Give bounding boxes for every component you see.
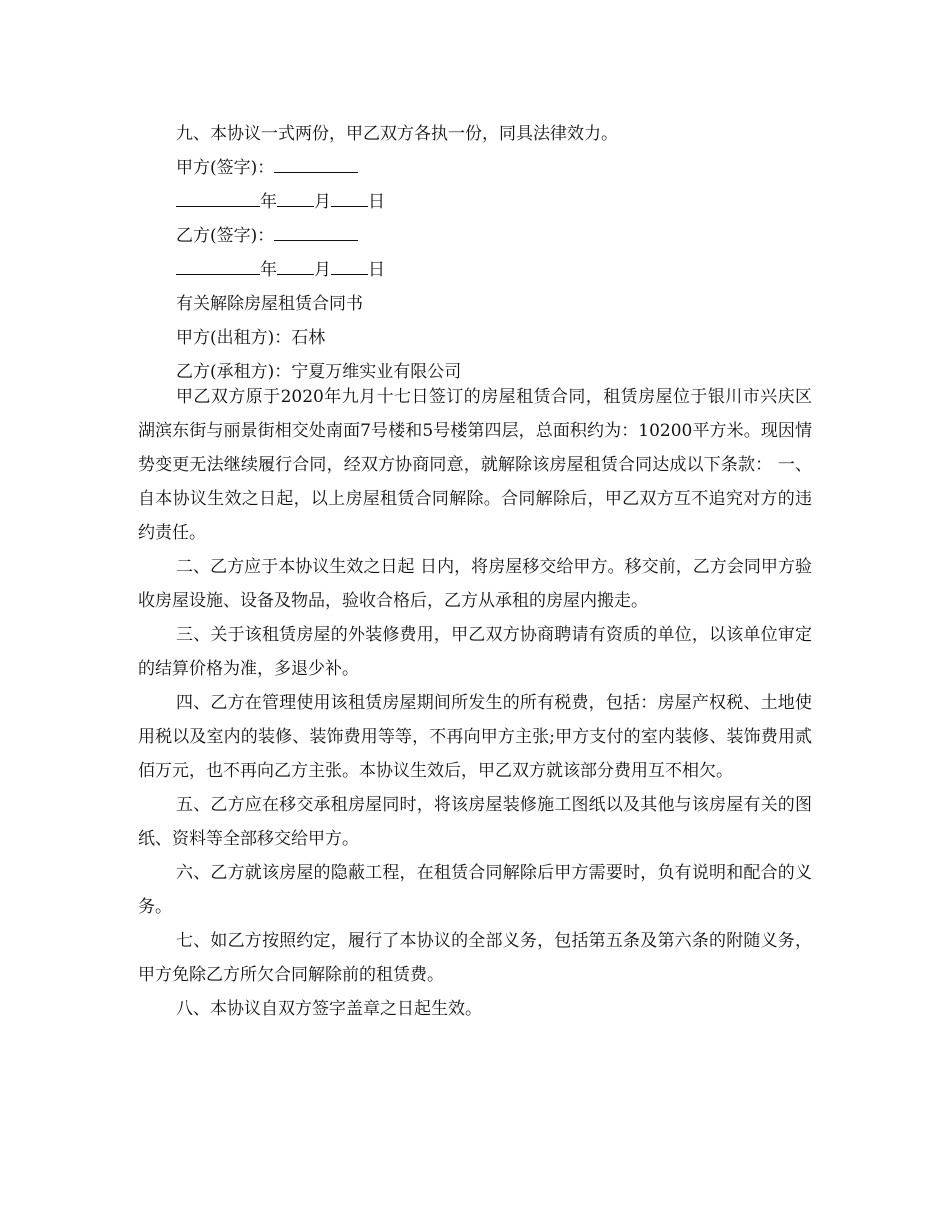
- month-blank: [277, 188, 314, 207]
- year-label: 年: [260, 260, 277, 280]
- paragraph-clause-5: 五、乙方应在移交承租房屋同时，将该房屋装修施工图纸以及其他与该房屋有关的图纸、资料等全部移交给甲方。: [138, 795, 812, 849]
- party-b-sign-label: 乙方(签字)：: [176, 226, 275, 246]
- month-blank: [277, 256, 314, 275]
- year-blank: [176, 188, 260, 207]
- document-title: 有关解除房屋租赁合同书: [176, 294, 363, 314]
- party-b-date-line: [176, 253, 836, 287]
- document-body: [138, 380, 812, 1026]
- paragraph-clause-2: 二、乙方应于本协议生效之日起 日内，将房屋移交给甲方。移交前，乙方会同甲方验收房屋设施、设备及物品，验收合格后，乙方从承租的房屋内搬走。: [138, 557, 812, 611]
- party-a-line: 甲方(出租方)：石林: [176, 328, 326, 348]
- year-blank: [176, 256, 260, 275]
- party-a-sign-label: 甲方(签字)：: [176, 158, 275, 178]
- signature-block: [176, 117, 836, 389]
- party-a-signature-line: [176, 151, 836, 185]
- signature-blank: [274, 154, 358, 173]
- paragraph-clause-7: 七、如乙方按照约定，履行了本协议的全部义务，包括第五条及第六条的附随义务，甲方免除乙方所欠合同解除前的租赁费。: [138, 931, 812, 985]
- party-b-signature-line: [176, 219, 836, 253]
- day-label: 日: [368, 192, 385, 212]
- paragraph-clause-4: 四、乙方在管理使用该租赁房屋期间所发生的所有税费，包括：房屋产权税、土地使用税以及室内的装修、装饰费用等等，不再向甲方主张;甲方支付的室内装修、装饰费用贰佰万元，也不再向乙方主张。本协议生效后，甲乙双方就该部分费用互不相欠。: [138, 693, 812, 781]
- clause-nine: 九、本协议一式两份，甲乙双方各执一份，同具法律效力。: [176, 124, 618, 144]
- paragraph-clause-8: 八、本协议自双方签字盖章之日起生效。: [176, 999, 482, 1019]
- day-blank: [331, 256, 368, 275]
- year-label: 年: [260, 192, 277, 212]
- party-b-line: 乙方(承租方)：宁夏万维实业有限公司: [176, 362, 462, 382]
- day-label: 日: [368, 260, 385, 280]
- paragraph-clause-3: 三、关于该租赁房屋的外装修费用，甲乙双方协商聘请有资质的单位，以该单位审定的结算价格为准，多退少补。: [138, 625, 812, 679]
- month-label: 月: [314, 192, 331, 212]
- day-blank: [331, 188, 368, 207]
- paragraph-clause-6: 六、乙方就该房屋的隐蔽工程，在租赁合同解除后甲方需要时，负有说明和配合的义务。: [138, 863, 812, 917]
- paragraph-preamble: 甲乙双方原于2020年九月十七日签订的房屋租赁合同，租赁房屋位于银川市兴庆区湖滨东街与丽景街相交处南面7号楼和5号楼第四层，总面积约为：10200平方米。现因情势变更无法继续履行合同，经双方协商同意，就解除该房屋租赁合同达成以下条款： 一、自本协议生效之日起，以上房屋租赁合同解除。合同解除后，甲乙双方互不追究对方的违约责任。: [138, 387, 812, 543]
- party-a-date-line: [176, 185, 836, 219]
- month-label: 月: [314, 260, 331, 280]
- signature-blank: [274, 222, 358, 241]
